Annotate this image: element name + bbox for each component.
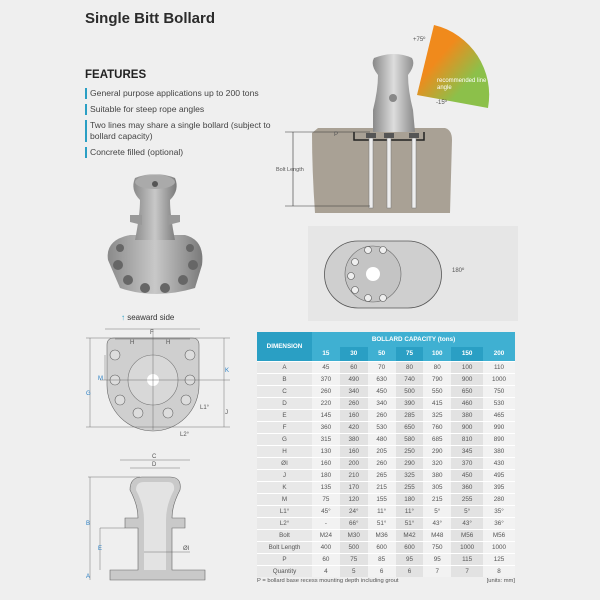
- table-cell: 1000: [483, 373, 515, 385]
- dim-b-label: B: [86, 521, 91, 527]
- table-cell: 130: [312, 445, 340, 457]
- table-row: [257, 397, 515, 409]
- arrow-up-icon: ↑: [121, 313, 125, 322]
- table-row: [257, 493, 515, 505]
- dim-h-label-2: H: [166, 340, 171, 346]
- table-row: [257, 433, 515, 445]
- dim-g-label: G: [86, 391, 91, 397]
- dim-l2-label: L2°: [180, 432, 190, 438]
- table-cell: M24: [312, 529, 340, 541]
- table-cell: 110: [483, 361, 515, 373]
- row-label: E: [257, 409, 312, 421]
- table-cell: 750: [483, 385, 515, 397]
- table-cell: 1000: [451, 541, 483, 553]
- row-label: J: [257, 469, 312, 481]
- table-cell: 7: [451, 565, 483, 577]
- row-label: Quantity: [257, 565, 312, 577]
- table-row: [257, 361, 515, 373]
- row-label: H: [257, 445, 312, 457]
- table-cell: 380: [340, 433, 368, 445]
- row-label: Bolt Length: [257, 541, 312, 553]
- table-row: [257, 565, 515, 577]
- dimension-table: [257, 332, 515, 577]
- table-cell: 320: [423, 457, 451, 469]
- dim-l1-label: L1°: [200, 405, 210, 411]
- table-cell: 380: [451, 409, 483, 421]
- table-cell: 85: [368, 553, 396, 565]
- table-cell: 170: [340, 481, 368, 493]
- table-cell: 500: [396, 385, 424, 397]
- seaward-text: seaward side: [127, 313, 175, 322]
- table-cell: 345: [451, 445, 483, 457]
- bolt-length-label: Bolt Length: [276, 167, 304, 173]
- table-cell: 465: [483, 409, 515, 421]
- row-label: K: [257, 481, 312, 493]
- dim-d-label: D: [152, 462, 157, 468]
- table-row: [257, 541, 515, 553]
- footnote-text: P = bollard base recess mounting depth including grout: [257, 578, 399, 584]
- table-cell: 145: [312, 409, 340, 421]
- mounting-section-diagram: [270, 20, 515, 220]
- table-cell: 43°: [451, 517, 483, 529]
- table-cell: 650: [396, 421, 424, 433]
- table-cell: 260: [340, 397, 368, 409]
- table-cell: 500: [340, 541, 368, 553]
- dim-e-label: E: [98, 546, 103, 552]
- dimension-header: DIMENSION: [257, 332, 312, 361]
- table-cell: 890: [483, 433, 515, 445]
- table-row: [257, 481, 515, 493]
- table-cell: 280: [483, 493, 515, 505]
- features-heading: FEATURES: [85, 69, 147, 81]
- table-cell: 135: [312, 481, 340, 493]
- table-cell: 550: [423, 385, 451, 397]
- table-cell: 415: [423, 397, 451, 409]
- elevation-drawing: [80, 450, 250, 590]
- table-cell: 24°: [340, 505, 368, 517]
- table-row: [257, 373, 515, 385]
- capacity-column-header: 15: [312, 347, 340, 361]
- top-view-diagram: [308, 226, 518, 326]
- row-label: P: [257, 553, 312, 565]
- table-cell: 360: [451, 481, 483, 493]
- table-footnote: [257, 578, 515, 584]
- table-row: [257, 385, 515, 397]
- table-cell: M48: [423, 529, 451, 541]
- table-row: [257, 421, 515, 433]
- table-cell: 790: [423, 373, 451, 385]
- table-row: [257, 517, 515, 529]
- recommended-angle-sector: [417, 25, 489, 108]
- feature-item: Concrete filled (optional): [85, 147, 275, 158]
- table-cell: 215: [368, 481, 396, 493]
- table-row: [257, 445, 515, 457]
- table-cell: 370: [451, 457, 483, 469]
- dim-a-label: A: [86, 574, 91, 580]
- capacity-column-header: 30: [340, 347, 368, 361]
- table-cell: 325: [396, 469, 424, 481]
- table-cell: 35°: [483, 505, 515, 517]
- table-row: [257, 529, 515, 541]
- table-cell: 450: [368, 385, 396, 397]
- row-label: L1°: [257, 505, 312, 517]
- seaward-side-label: [121, 313, 174, 322]
- table-cell: 75: [340, 553, 368, 565]
- table-cell: 180: [312, 469, 340, 481]
- angle-upper-label: +75º: [413, 37, 426, 43]
- capacity-column-header: 50: [368, 347, 396, 361]
- table-cell: 255: [451, 493, 483, 505]
- table-cell: 315: [312, 433, 340, 445]
- table-cell: 210: [340, 469, 368, 481]
- table-cell: 155: [368, 493, 396, 505]
- table-cell: 600: [368, 541, 396, 553]
- table-row: [257, 469, 515, 481]
- table-row: [257, 553, 515, 565]
- dim-h-label: H: [130, 340, 135, 346]
- table-cell: 360: [312, 421, 340, 433]
- table-cell: 51°: [396, 517, 424, 529]
- table-cell: 5: [340, 565, 368, 577]
- half-angle-label: 180º: [452, 268, 465, 274]
- row-label: Bolt: [257, 529, 312, 541]
- table-cell: 750: [423, 541, 451, 553]
- table-cell: 380: [423, 469, 451, 481]
- table-cell: 430: [483, 457, 515, 469]
- table-cell: 75: [312, 493, 340, 505]
- table-cell: 380: [483, 445, 515, 457]
- table-cell: 36°: [483, 517, 515, 529]
- table-cell: 8: [483, 565, 515, 577]
- table-cell: 990: [483, 421, 515, 433]
- table-cell: 740: [396, 373, 424, 385]
- table-cell: M36: [368, 529, 396, 541]
- table-cell: 66°: [340, 517, 368, 529]
- feature-item: Suitable for steep rope angles: [85, 104, 275, 115]
- table-cell: 120: [340, 493, 368, 505]
- table-cell: 6: [368, 565, 396, 577]
- table-cell: 180: [396, 493, 424, 505]
- table-cell: 420: [340, 421, 368, 433]
- row-label: ØI: [257, 457, 312, 469]
- table-cell: 80: [396, 361, 424, 373]
- table-cell: 60: [340, 361, 368, 373]
- row-label: C: [257, 385, 312, 397]
- table-cell: 11°: [368, 505, 396, 517]
- table-cell: 6: [396, 565, 424, 577]
- capacity-column-header: 150: [451, 347, 483, 361]
- table-cell: 450: [451, 469, 483, 481]
- table-cell: 900: [451, 373, 483, 385]
- table-cell: 285: [396, 409, 424, 421]
- table-cell: 5°: [423, 505, 451, 517]
- table-cell: 685: [423, 433, 451, 445]
- table-cell: 11°: [396, 505, 424, 517]
- table-cell: 5°: [451, 505, 483, 517]
- dim-i-label: ØI: [183, 546, 190, 552]
- angle-lower-label: -15º: [436, 100, 447, 106]
- capacity-column-header: 200: [483, 347, 515, 361]
- dim-k-label: K: [225, 368, 230, 374]
- dim-c-label: C: [152, 454, 157, 460]
- capacity-column-header: 100: [423, 347, 451, 361]
- table-cell: 160: [340, 409, 368, 421]
- table-cell: 45: [312, 361, 340, 373]
- table-cell: 115: [451, 553, 483, 565]
- row-label: L2°: [257, 517, 312, 529]
- dim-m-label: M: [98, 376, 103, 382]
- table-row: [257, 505, 515, 517]
- row-label: F: [257, 421, 312, 433]
- table-cell: 4: [312, 565, 340, 577]
- table-cell: 530: [368, 421, 396, 433]
- p-label: P: [334, 132, 339, 138]
- dim-f-label: F: [150, 330, 154, 336]
- table-cell: 480: [368, 433, 396, 445]
- table-cell: 250: [396, 445, 424, 457]
- table-cell: 205: [368, 445, 396, 457]
- table-cell: M42: [396, 529, 424, 541]
- table-cell: 325: [423, 409, 451, 421]
- table-cell: 200: [340, 457, 368, 469]
- table-cell: 490: [340, 373, 368, 385]
- table-cell: 260: [312, 385, 340, 397]
- table-cell: 495: [483, 469, 515, 481]
- table-cell: 255: [396, 481, 424, 493]
- table-cell: 305: [423, 481, 451, 493]
- table-cell: 265: [368, 469, 396, 481]
- table-cell: 45°: [312, 505, 340, 517]
- table-cell: 95: [396, 553, 424, 565]
- table-cell: 580: [396, 433, 424, 445]
- table-row: [257, 457, 515, 469]
- page-title: Single Bitt Bollard: [85, 10, 216, 27]
- row-label: A: [257, 361, 312, 373]
- table-row: [257, 409, 515, 421]
- feature-item: Two lines may share a single bollard (subject to bollard capacity): [85, 120, 275, 142]
- table-cell: M30: [340, 529, 368, 541]
- table-cell: 260: [368, 409, 396, 421]
- table-cell: -: [312, 517, 340, 529]
- table-cell: 7: [423, 565, 451, 577]
- table-cell: 530: [483, 397, 515, 409]
- table-cell: 900: [451, 421, 483, 433]
- bollard-3d-illustration: [100, 170, 210, 305]
- table-cell: 400: [312, 541, 340, 553]
- table-cell: 600: [396, 541, 424, 553]
- table-cell: 390: [396, 397, 424, 409]
- table-cell: 160: [312, 457, 340, 469]
- table-cell: 220: [312, 397, 340, 409]
- table-cell: 160: [340, 445, 368, 457]
- table-cell: 810: [451, 433, 483, 445]
- feature-item: General purpose applications up to 200 tons: [85, 88, 275, 99]
- table-cell: 51°: [368, 517, 396, 529]
- table-cell: 395: [483, 481, 515, 493]
- plan-view-drawing: [80, 325, 250, 450]
- row-label: G: [257, 433, 312, 445]
- table-cell: 43°: [423, 517, 451, 529]
- table-cell: 260: [368, 457, 396, 469]
- row-label: M: [257, 493, 312, 505]
- capacity-column-header: 75: [396, 347, 424, 361]
- capacity-header: BOLLARD CAPACITY (tons): [312, 332, 515, 347]
- table-cell: 125: [483, 553, 515, 565]
- table-cell: 1000: [483, 541, 515, 553]
- table-cell: 340: [340, 385, 368, 397]
- table-cell: 290: [423, 445, 451, 457]
- table-cell: 95: [423, 553, 451, 565]
- table-cell: 100: [451, 361, 483, 373]
- row-label: D: [257, 397, 312, 409]
- table-cell: 60: [312, 553, 340, 565]
- row-label: B: [257, 373, 312, 385]
- table-cell: 70: [368, 361, 396, 373]
- table-cell: 630: [368, 373, 396, 385]
- table-cell: M56: [451, 529, 483, 541]
- table-cell: 340: [368, 397, 396, 409]
- table-cell: 80: [423, 361, 451, 373]
- table-cell: M56: [483, 529, 515, 541]
- table-cell: 650: [451, 385, 483, 397]
- table-cell: 290: [396, 457, 424, 469]
- features-list: [85, 88, 275, 163]
- dim-j-label: J: [225, 410, 228, 416]
- table-cell: 760: [423, 421, 451, 433]
- units-text: [units: mm]: [486, 578, 515, 584]
- table-cell: 215: [423, 493, 451, 505]
- table-cell: 460: [451, 397, 483, 409]
- recommended-angle-label: recommended line angle: [437, 78, 487, 91]
- table-cell: 370: [312, 373, 340, 385]
